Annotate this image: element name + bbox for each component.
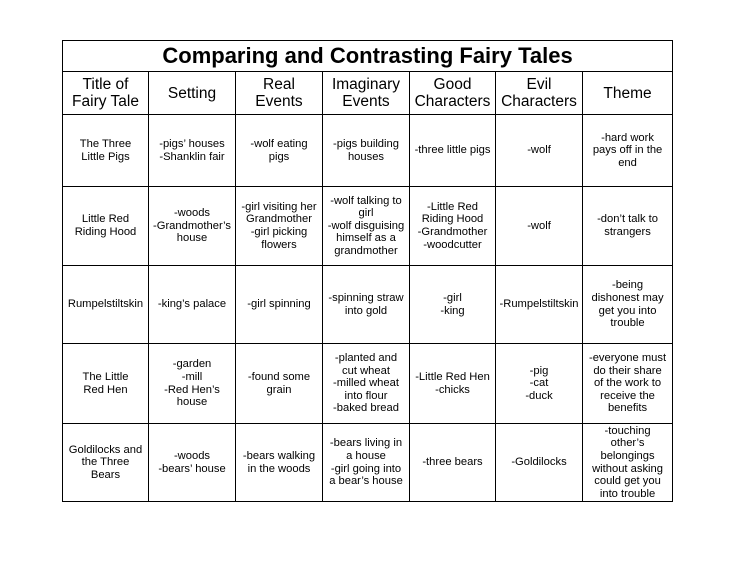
cell-text-line: -don’t talk to	[597, 213, 659, 226]
cell-text-line: -wolf	[527, 144, 551, 157]
table-cell-good-characters	[410, 115, 496, 187]
column-header-line: Events	[255, 93, 303, 110]
cell-text-line: -bears living in	[329, 437, 403, 450]
table-cell-theme	[583, 187, 673, 266]
cell-text-line: -pigs’ houses	[159, 137, 225, 150]
column-header-line: Theme	[603, 84, 652, 102]
cell-text-line: cut wheat	[342, 364, 390, 377]
cell-text-line: -girl spinning	[247, 298, 311, 311]
column-header-line: Evil	[526, 76, 552, 93]
cell-text-line: -touching	[604, 424, 651, 437]
table-cell-setting	[149, 424, 236, 502]
cell-text-line: without asking	[592, 462, 663, 475]
table-cell-real-events	[236, 115, 323, 187]
cell-text-line: -spinning straw	[328, 291, 404, 304]
cell-text-line: strangers	[604, 226, 651, 238]
cell-text-line: a house	[346, 449, 386, 462]
column-header-theme	[583, 72, 673, 115]
fairy-tale-comparison-table	[62, 40, 673, 502]
cell-text-line: houses	[347, 150, 385, 163]
cell-text-line: pays off in the	[592, 144, 663, 157]
cell-text-line: -hard work	[601, 131, 654, 144]
cell-text-line: Riding Hood	[421, 213, 484, 226]
table-cell-evil-characters	[496, 266, 583, 344]
cell-text-line: Little Pigs	[81, 150, 130, 163]
cell-text-line: -garden	[172, 358, 212, 371]
cell-text-line: -pigs building	[333, 137, 399, 150]
cell-text-line: -girl visiting her	[241, 200, 317, 213]
column-header-imaginary-events	[323, 72, 410, 115]
table-cell-real-events	[236, 266, 323, 344]
table-cell-imaginary-events	[323, 344, 410, 424]
cell-text-line: could get you	[594, 475, 661, 488]
table-cell-good-characters	[410, 424, 496, 502]
column-header-line: Real	[263, 76, 295, 93]
cell-text-line: -girl	[443, 291, 462, 304]
column-header-line: Good	[433, 76, 472, 93]
table-cell-title-of-fairy-tale	[63, 266, 149, 344]
table-cell-good-characters	[410, 344, 496, 424]
cell-text-line: benefits	[607, 402, 648, 415]
cell-text-line: grain	[266, 383, 292, 396]
table-row	[63, 187, 673, 266]
cell-text-line: -woods	[173, 449, 211, 462]
column-header-line: Setting	[167, 84, 217, 102]
table-cell-theme	[583, 115, 673, 187]
cell-text-line: other’s	[610, 437, 645, 450]
table-cell-title-of-fairy-tale	[63, 187, 149, 266]
cell-text-line: -everyone must	[588, 352, 667, 365]
table-row	[63, 115, 673, 187]
cell-text-line: Red Hen	[83, 383, 128, 396]
cell-text-line: dishonest may	[591, 291, 664, 304]
cell-text-line: -king’s palace	[157, 298, 227, 311]
cell-text-line: -baked bread	[333, 402, 399, 415]
table-cell-good-characters	[410, 266, 496, 344]
table-cell-setting	[149, 115, 236, 187]
cell-text-line: -Little Red Hen	[415, 370, 490, 383]
table-cell-evil-characters	[496, 187, 583, 266]
cell-text-line: Goldilocks and	[68, 443, 143, 456]
cell-text-line: -wolf	[527, 219, 551, 232]
cell-text-line: -pig	[529, 364, 549, 377]
cell-text-line: -bears walking	[242, 449, 316, 462]
column-header-good-characters	[410, 72, 496, 115]
cell-text-line: flowers	[261, 238, 297, 251]
cell-text-line: trouble	[610, 317, 645, 330]
cell-text-line: house	[176, 232, 208, 245]
cell-text-line: -Red Hen’s	[164, 383, 220, 396]
table-cell-evil-characters	[496, 344, 583, 424]
table-row	[63, 266, 673, 344]
cell-text-line: do their share	[593, 364, 662, 377]
cell-text-line: Grandmother	[246, 213, 312, 226]
cell-text-line: -Goldilocks	[511, 456, 567, 469]
cell-text-line: -being	[611, 279, 644, 292]
table-cell-imaginary-events	[323, 266, 410, 344]
cell-text-line: -Grandmother	[417, 226, 488, 238]
column-header-row	[63, 72, 673, 115]
column-header-line: Characters	[414, 93, 491, 110]
table-title: Comparing and Contrasting Fairy Tales	[63, 41, 673, 72]
cell-text-line: into flour	[344, 389, 388, 402]
column-header-line: Imaginary	[331, 76, 401, 93]
cell-text-line: pigs	[268, 150, 290, 163]
cell-text-line: -king	[440, 304, 465, 317]
cell-text-line: grandmother	[334, 244, 398, 257]
cell-text-line: -wolf disguising	[327, 219, 405, 232]
column-header-line: Events	[342, 93, 390, 110]
cell-text-line: of the work to	[593, 377, 662, 390]
cell-text-line: -wolf eating	[250, 137, 308, 150]
cell-text-line: -three little pigs	[414, 144, 491, 157]
cell-text-line: a bear’s house	[329, 475, 403, 488]
column-header-evil-characters	[496, 72, 583, 115]
table-cell-real-events	[236, 424, 323, 502]
cell-text-line: -found some	[247, 370, 311, 383]
table-cell-theme	[583, 266, 673, 344]
table-cell-setting	[149, 344, 236, 424]
cell-text-line: The Little	[82, 370, 129, 383]
table-cell-real-events	[236, 187, 323, 266]
cell-text-line: -duck	[525, 389, 553, 402]
table-cell-title-of-fairy-tale	[63, 424, 149, 502]
table-cell-title-of-fairy-tale	[63, 344, 149, 424]
cell-text-line: -woods	[173, 207, 211, 220]
cell-text-line: -three bears	[422, 456, 483, 469]
column-header-title-of-fairy-tale	[63, 72, 149, 115]
table-body	[63, 115, 673, 502]
cell-text-line: -girl going into	[330, 462, 402, 475]
cell-text-line: in the woods	[247, 462, 311, 475]
cell-text-line: Rumpelstiltskin	[67, 298, 144, 311]
cell-text-line: belongings	[600, 449, 655, 462]
cell-text-line: Bears	[90, 468, 121, 481]
table-row	[63, 344, 673, 424]
cell-text-line: himself as a	[336, 232, 396, 245]
cell-text-line: -Little Red	[427, 200, 478, 213]
table-cell-good-characters	[410, 187, 496, 266]
cell-text-line: -cat	[529, 377, 549, 390]
table-cell-evil-characters	[496, 115, 583, 187]
column-header-line: Fairy Tale	[72, 93, 139, 110]
column-header-setting	[149, 72, 236, 115]
cell-text-line: -wolf talking to	[330, 194, 402, 207]
cell-text-line: receive the	[600, 389, 655, 402]
cell-text-line: -Shanklin fair	[159, 150, 225, 163]
cell-text-line: -chicks	[435, 383, 470, 396]
cell-text-line: end	[618, 156, 637, 169]
cell-text-line: -planted and	[334, 352, 398, 365]
table-cell-title-of-fairy-tale	[63, 115, 149, 187]
table-row	[63, 424, 673, 502]
cell-text-line: the Three	[81, 456, 130, 469]
column-header-real-events	[236, 72, 323, 115]
table-cell-imaginary-events	[323, 115, 410, 187]
table-cell-theme	[583, 424, 673, 502]
column-header-line: Title of	[82, 76, 129, 93]
cell-text-line: The Three	[79, 137, 132, 150]
table-cell-real-events	[236, 344, 323, 424]
table-cell-theme	[583, 344, 673, 424]
cell-text-line: -bears’ house	[158, 462, 226, 475]
cell-text-line: Riding Hood	[74, 226, 137, 238]
cell-text-line: -Rumpelstiltskin	[499, 298, 579, 311]
cell-text-line: into trouble	[599, 487, 656, 500]
cell-text-line: -mill	[181, 370, 203, 383]
table-cell-setting	[149, 266, 236, 344]
cell-text-line: -woodcutter	[423, 238, 482, 251]
cell-text-line: -girl picking	[250, 226, 308, 238]
table-cell-imaginary-events	[323, 187, 410, 266]
table-cell-setting	[149, 187, 236, 266]
cell-text-line: -Grandmother’s	[153, 219, 231, 232]
cell-text-line: into gold	[344, 304, 388, 317]
cell-text-line: get you into	[598, 304, 657, 317]
column-header-line: Characters	[501, 93, 577, 110]
table-cell-imaginary-events	[323, 424, 410, 502]
cell-text-line: -milled wheat	[333, 377, 399, 390]
cell-text-line: house	[176, 396, 208, 409]
table-cell-evil-characters	[496, 424, 583, 502]
cell-text-line: girl	[358, 207, 374, 220]
cell-text-line: Little Red	[81, 213, 130, 226]
